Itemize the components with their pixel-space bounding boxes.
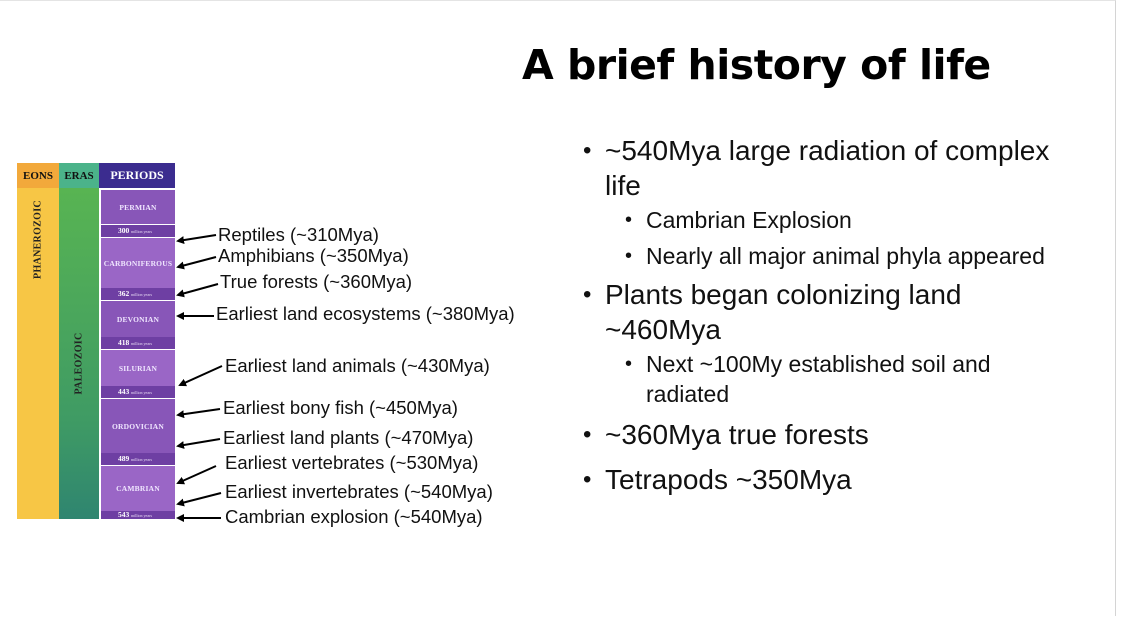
period-ordovician: ORDOVICIAN (101, 399, 175, 453)
annotation-land-ecosystems: Earliest land ecosystems (~380Mya) (216, 303, 515, 324)
arrow-amphibians (178, 257, 216, 267)
bullet-tetrapods: • Tetrapods ~350Mya (583, 462, 1053, 497)
age-value: 362 (118, 289, 130, 298)
age-marker (101, 453, 175, 465)
age-value: 300 (118, 226, 130, 235)
arrow-invertebrates (178, 493, 221, 504)
annotation-true-forests: True forests (~360Mya) (220, 271, 413, 292)
annotation-land-plants: Earliest land plants (~470Mya) (223, 427, 474, 448)
era-bar (59, 188, 99, 519)
age-unit: million years (131, 341, 152, 346)
age-marker (101, 511, 175, 519)
age-unit: million years (131, 390, 152, 395)
annotation-invertebrates: Earliest invertebrates (~540Mya) (225, 481, 493, 502)
annotation-amphibians: Amphibians (~350Mya) (218, 245, 409, 266)
age-value: 443 (118, 387, 130, 396)
annotation-bony-fish: Earliest bony fish (~450Mya) (223, 397, 458, 418)
sub-bullet-soil: • Next ~100My established soil and radiated (583, 349, 1053, 409)
annotation-vertebrates: Earliest vertebrates (~530Mya) (225, 452, 479, 473)
eons-header: EONS (17, 163, 59, 188)
age-marker (101, 225, 175, 237)
bullet-cambrian-radiation: • ~540Mya large radiation of complex life (583, 133, 1053, 203)
arrow-land-plants (178, 439, 220, 446)
age-unit: million years (131, 229, 152, 234)
sub-bullet-animal-phyla: • Nearly all major animal phyla appeared (583, 241, 1053, 271)
arrow-vertebrates (178, 466, 216, 483)
eon-label: PHANEROZOIC (32, 200, 44, 279)
arrow-true-forests (178, 284, 218, 295)
annotation-land-animals: Earliest land animals (~430Mya) (225, 355, 490, 376)
age-value: 418 (118, 338, 130, 347)
age-marker (101, 386, 175, 398)
age-unit: million years (131, 457, 152, 462)
sub-bullet-cambrian-explosion: • Cambrian Explosion (583, 205, 1053, 235)
age-unit: million years (131, 513, 152, 518)
age-unit: million years (131, 292, 152, 297)
bullet-plants-land: • Plants began colonizing land ~460Mya (583, 277, 1053, 347)
period-permian: PERMIAN (101, 190, 175, 224)
period-carboniferous: CARBONIFEROUS (101, 238, 175, 288)
arrow-bony-fish (178, 409, 220, 415)
age-value: 543 (118, 511, 130, 519)
period-silurian: SILURIAN (101, 350, 175, 386)
age-marker (101, 337, 175, 349)
bullet-true-forests: • ~360Mya true forests (583, 417, 1053, 452)
geologic-timeline (17, 163, 175, 519)
arrow-reptiles (178, 235, 216, 241)
arrow-land-animals (180, 366, 222, 385)
eon-bar (17, 188, 59, 519)
era-label: PALEOZOIC (73, 332, 85, 395)
period-devonian: DEVONIAN (101, 301, 175, 337)
periods-header: PERIODS (99, 163, 175, 188)
period-cambrian: CAMBRIAN (101, 466, 175, 511)
bullet-list (583, 133, 1053, 499)
age-marker (101, 288, 175, 300)
annotation-reptiles: Reptiles (~310Mya) (218, 224, 379, 245)
slide-title: A brief history of life (522, 41, 991, 89)
eras-header: ERAS (59, 163, 99, 188)
annotation-cambrian-explosion: Cambrian explosion (~540Mya) (225, 506, 483, 527)
age-value: 489 (118, 454, 130, 463)
